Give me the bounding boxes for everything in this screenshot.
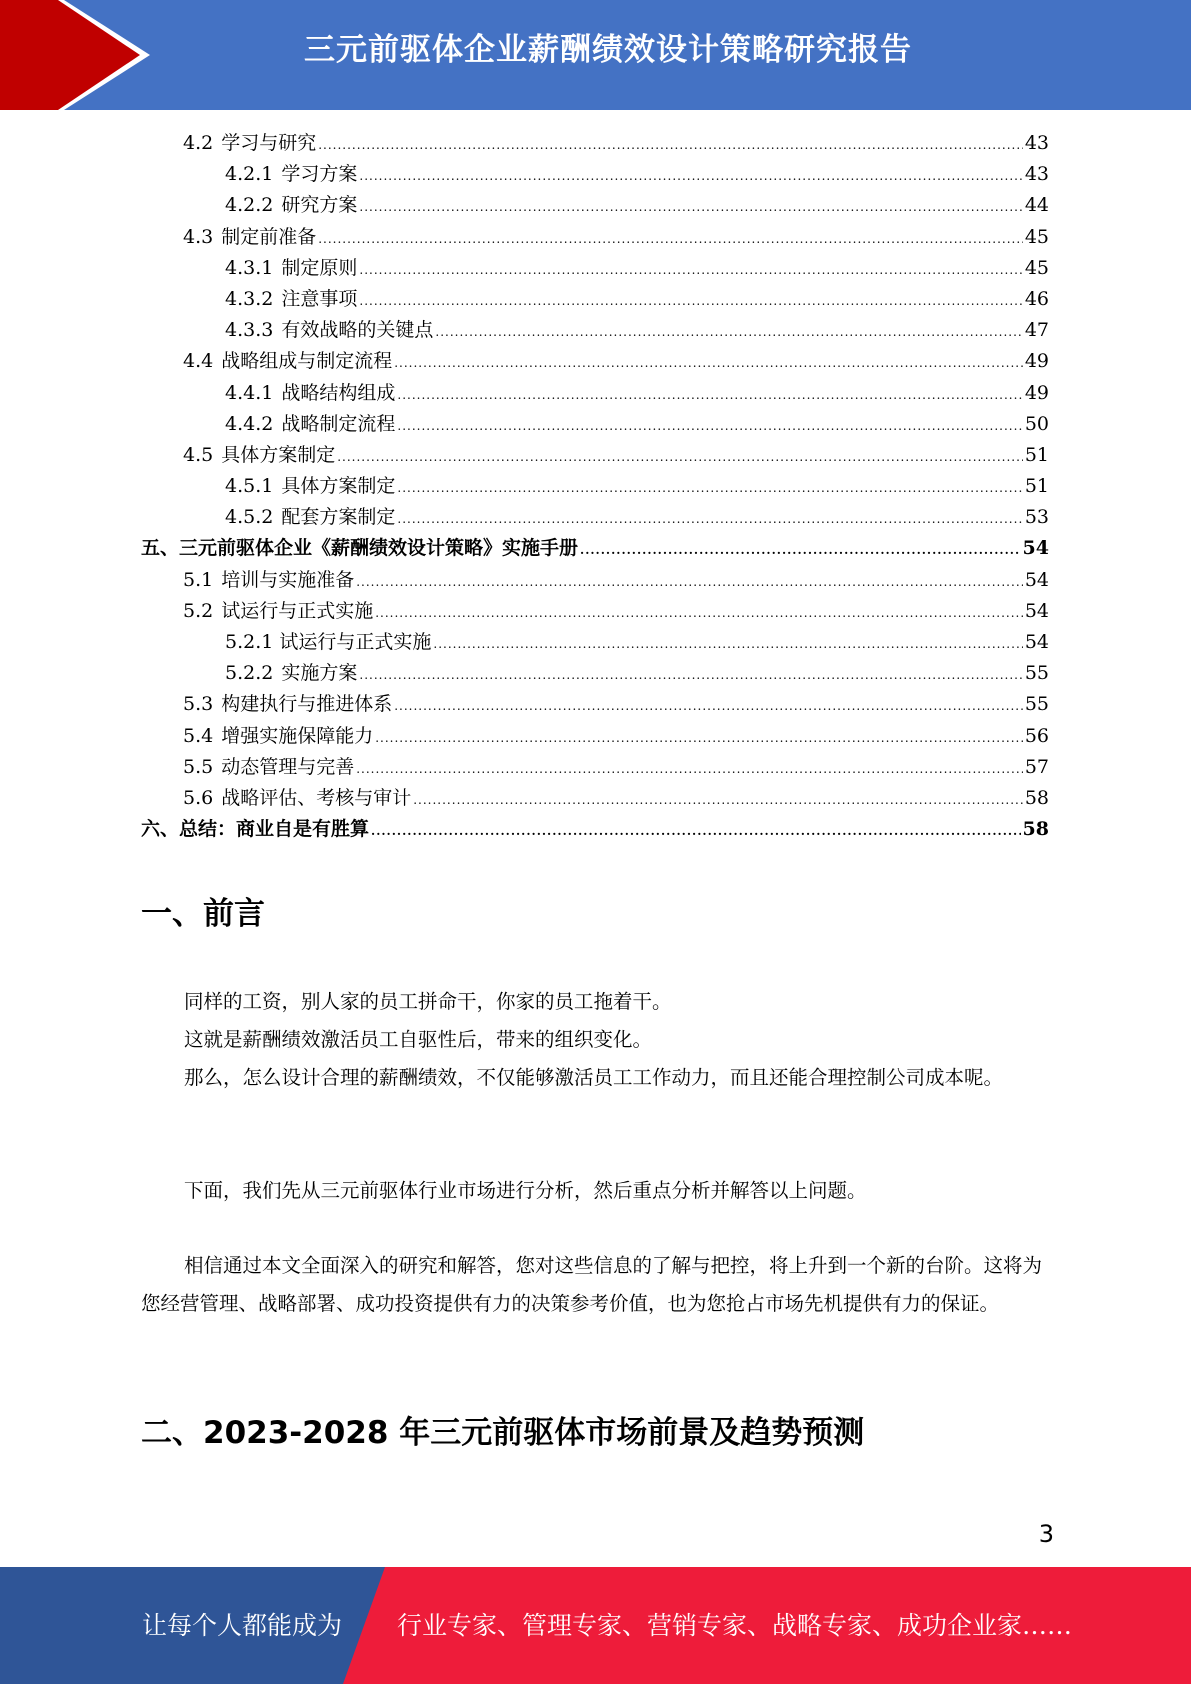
toc-entry-title: 构建执行与推进体系 (221, 693, 393, 716)
toc-dot-leader (397, 411, 1022, 442)
page-footer (0, 1567, 1191, 1684)
toc-dot-leader (397, 504, 1022, 535)
toc-entry-number: 4.3.1 (225, 256, 274, 279)
toc-dot-leader (397, 473, 1022, 504)
toc-entry-title: 战略评估、考核与审计 (221, 786, 412, 809)
toc-entry-title: 试运行与正式实施 (221, 599, 374, 622)
toc-entry-page: 43 (1024, 163, 1049, 186)
toc-entry-title: 有效战略的关键点 (281, 319, 434, 342)
toc-entry-number: 4.4 (183, 350, 214, 373)
toc-entry-title: 学习与研究 (221, 132, 317, 154)
toc-dot-leader (359, 286, 1022, 317)
toc-entry-title: 具体方案制定 (221, 443, 336, 466)
toc-entry-title: 五、三元前驱体企业《薪酬绩效设计策略》实施手册 (141, 537, 579, 560)
toc-entry-page: 46 (1024, 287, 1049, 310)
toc-entry-page: 58 (1024, 786, 1049, 809)
toc-entry[interactable] (141, 378, 1049, 409)
toc-dot-leader (375, 598, 1023, 629)
toc-entry-page: 54 (1024, 599, 1049, 622)
toc-entry-page: 53 (1024, 506, 1049, 529)
toc-entry-number: 5.2.2 (225, 662, 274, 685)
toc-entry-page: 43 (1024, 132, 1049, 154)
report-title: 三元前驱体企业薪酬绩效设计策略研究报告 (304, 32, 912, 68)
toc-entry-page: 45 (1024, 256, 1049, 279)
toc-entry-number: 4.3.2 (225, 287, 274, 310)
paragraph: 下面，我们先从三元前驱体行业市场进行分析，然后重点分析并解答以上问题。 (184, 1179, 867, 1202)
toc-entry-number: 4.2.1 (225, 163, 274, 186)
toc-dot-leader (580, 535, 1021, 566)
toc-entry[interactable] (141, 627, 1049, 658)
toc-entry[interactable] (141, 596, 1049, 627)
toc-entry-title: 培训与实施准备 (221, 568, 355, 591)
toc-dot-leader (359, 192, 1022, 223)
toc-entry-title: 研究方案 (281, 194, 358, 217)
toc-entry-page: 56 (1024, 724, 1049, 747)
toc-entry[interactable] (141, 346, 1049, 377)
toc-entry-number: 5.5 (183, 755, 214, 778)
toc-dot-leader (375, 723, 1023, 754)
toc-dot-leader (337, 442, 1023, 473)
toc-entry[interactable] (141, 284, 1049, 315)
toc-dot-leader (413, 785, 1023, 816)
toc-entry[interactable] (141, 159, 1049, 190)
toc-entry-page: 55 (1024, 693, 1049, 716)
toc-entry-page: 55 (1024, 662, 1049, 685)
toc-entry[interactable] (141, 315, 1049, 346)
toc-entry-number: 4.2 (183, 132, 214, 154)
toc-dot-leader (356, 567, 1023, 598)
toc-entry-page: 58 (1022, 818, 1049, 841)
toc-entry-page: 54 (1024, 631, 1049, 653)
toc-entry[interactable] (141, 440, 1049, 471)
toc-entry-number: 4.5.1 (225, 475, 274, 498)
toc-entry-number: 4.4.1 (225, 381, 274, 404)
toc-entry-title: 战略组成与制定流程 (221, 350, 393, 373)
toc-entry[interactable] (141, 658, 1049, 689)
toc-dot-leader (318, 130, 1023, 161)
toc-entry-number: 4.4.2 (225, 412, 274, 435)
toc-entry-page: 49 (1024, 350, 1049, 373)
toc-entry[interactable] (141, 533, 1049, 564)
toc-entry-title: 注意事项 (281, 287, 358, 310)
toc-entry-title: 配套方案制定 (281, 506, 396, 529)
toc-entry-page: 50 (1024, 412, 1049, 435)
toc-entry-title: 动态管理与完善 (221, 755, 355, 778)
toc-entry[interactable] (141, 814, 1049, 845)
toc-entry[interactable] (141, 752, 1049, 783)
toc-entry[interactable] (141, 783, 1049, 814)
toc-entry-number: 5.2 (183, 599, 214, 622)
toc-entry-page: 51 (1024, 443, 1049, 466)
paragraph: 那么，怎么设计合理的薪酬绩效，不仅能够激活员工工作动力，而且还能合理控制公司成本呢。 (184, 1066, 1004, 1089)
toc-dot-leader (359, 255, 1022, 286)
toc-entry-title: 制定前准备 (221, 225, 317, 248)
toc-entry-page: 47 (1024, 319, 1049, 342)
toc-dot-leader (359, 660, 1022, 691)
toc-dot-leader (435, 317, 1022, 348)
toc-dot-leader (394, 348, 1023, 379)
page-number: 3 (1038, 1520, 1054, 1548)
toc-entry-number: 4.2.2 (225, 194, 274, 217)
toc-entry-page: 57 (1024, 755, 1049, 778)
toc-dot-leader (394, 691, 1023, 722)
toc-entry-number: 4.5 (183, 443, 214, 466)
toc-entry-title: 制定原则 (281, 256, 358, 279)
toc-dot-leader (359, 161, 1022, 192)
toc-entry-page: 45 (1024, 225, 1049, 248)
toc-entry[interactable] (141, 502, 1049, 533)
toc-entry-title: 战略制定流程 (281, 412, 396, 435)
toc-entry[interactable] (141, 471, 1049, 502)
toc-entry-page: 54 (1022, 537, 1049, 560)
paragraph: 同样的工资，别人家的员工拼命干，你家的员工拖着干。 (184, 990, 672, 1013)
section-heading-market-outlook: 二、2023-2028 年三元前驱体市场前景及趋势预测 (141, 1415, 865, 1451)
toc-entry-number: 4.3.3 (225, 319, 274, 342)
toc-entry-number: 5.3 (183, 693, 214, 716)
toc-entry[interactable] (141, 222, 1049, 253)
paragraph: 相信通过本文全面深入的研究和解答，您对这些信息的了解与把控，将上升到一个新的台阶。这将为您经营管理、战略部署、成功投资提供有力的决策参考价值，也为您抢占市场先机提供有力的保证。 (141, 1254, 1043, 1315)
toc-entry[interactable] (141, 190, 1049, 221)
toc-entry[interactable] (141, 128, 1049, 159)
toc-entry-number: 5.6 (183, 786, 214, 809)
toc-entry-title: 六、总结：商业自是有胜算 (141, 818, 370, 841)
toc-entry-page: 54 (1024, 568, 1049, 591)
toc-entry-title: 具体方案制定 (281, 475, 396, 498)
toc-entry-number: 5.4 (183, 724, 214, 747)
toc-dot-leader (371, 816, 1021, 847)
toc-entry-title: 学习方案 (281, 163, 358, 186)
toc-entry[interactable] (141, 253, 1049, 284)
toc-entry-page: 44 (1024, 194, 1049, 217)
toc-entry-title: 实施方案 (281, 662, 358, 685)
table-of-contents (141, 128, 1049, 845)
toc-entry-number: 4.3 (183, 225, 214, 248)
page-header (0, 0, 1191, 110)
toc-entry-number: 4.5.2 (225, 506, 274, 529)
toc-entry-title: 增强实施保障能力 (221, 724, 374, 747)
toc-entry-page: 49 (1024, 381, 1049, 404)
toc-entry-number: 5.1 (183, 568, 214, 591)
toc-entry[interactable] (141, 409, 1049, 440)
toc-entry[interactable] (141, 721, 1049, 752)
footer-slogan-left: 让每个人都能成为 (142, 1611, 343, 1640)
toc-entry[interactable] (141, 565, 1049, 596)
toc-dot-leader (318, 224, 1023, 255)
toc-dot-leader (433, 629, 1022, 660)
footer-slogan-right: 行业专家、管理专家、营销专家、战略专家、成功企业家…… (397, 1611, 1073, 1640)
toc-dot-leader (397, 380, 1022, 411)
toc-dot-leader (356, 754, 1023, 785)
toc-entry-page: 51 (1024, 475, 1049, 498)
toc-entry[interactable] (141, 689, 1049, 720)
section-heading-preface: 一、前言 (141, 896, 265, 932)
toc-entry-title: 5.2.1 试运行与正式实施 (225, 631, 432, 653)
paragraph: 这就是薪酬绩效激活员工自驱性后，带来的组织变化。 (184, 1028, 653, 1051)
toc-entry-title: 战略结构组成 (281, 381, 396, 404)
